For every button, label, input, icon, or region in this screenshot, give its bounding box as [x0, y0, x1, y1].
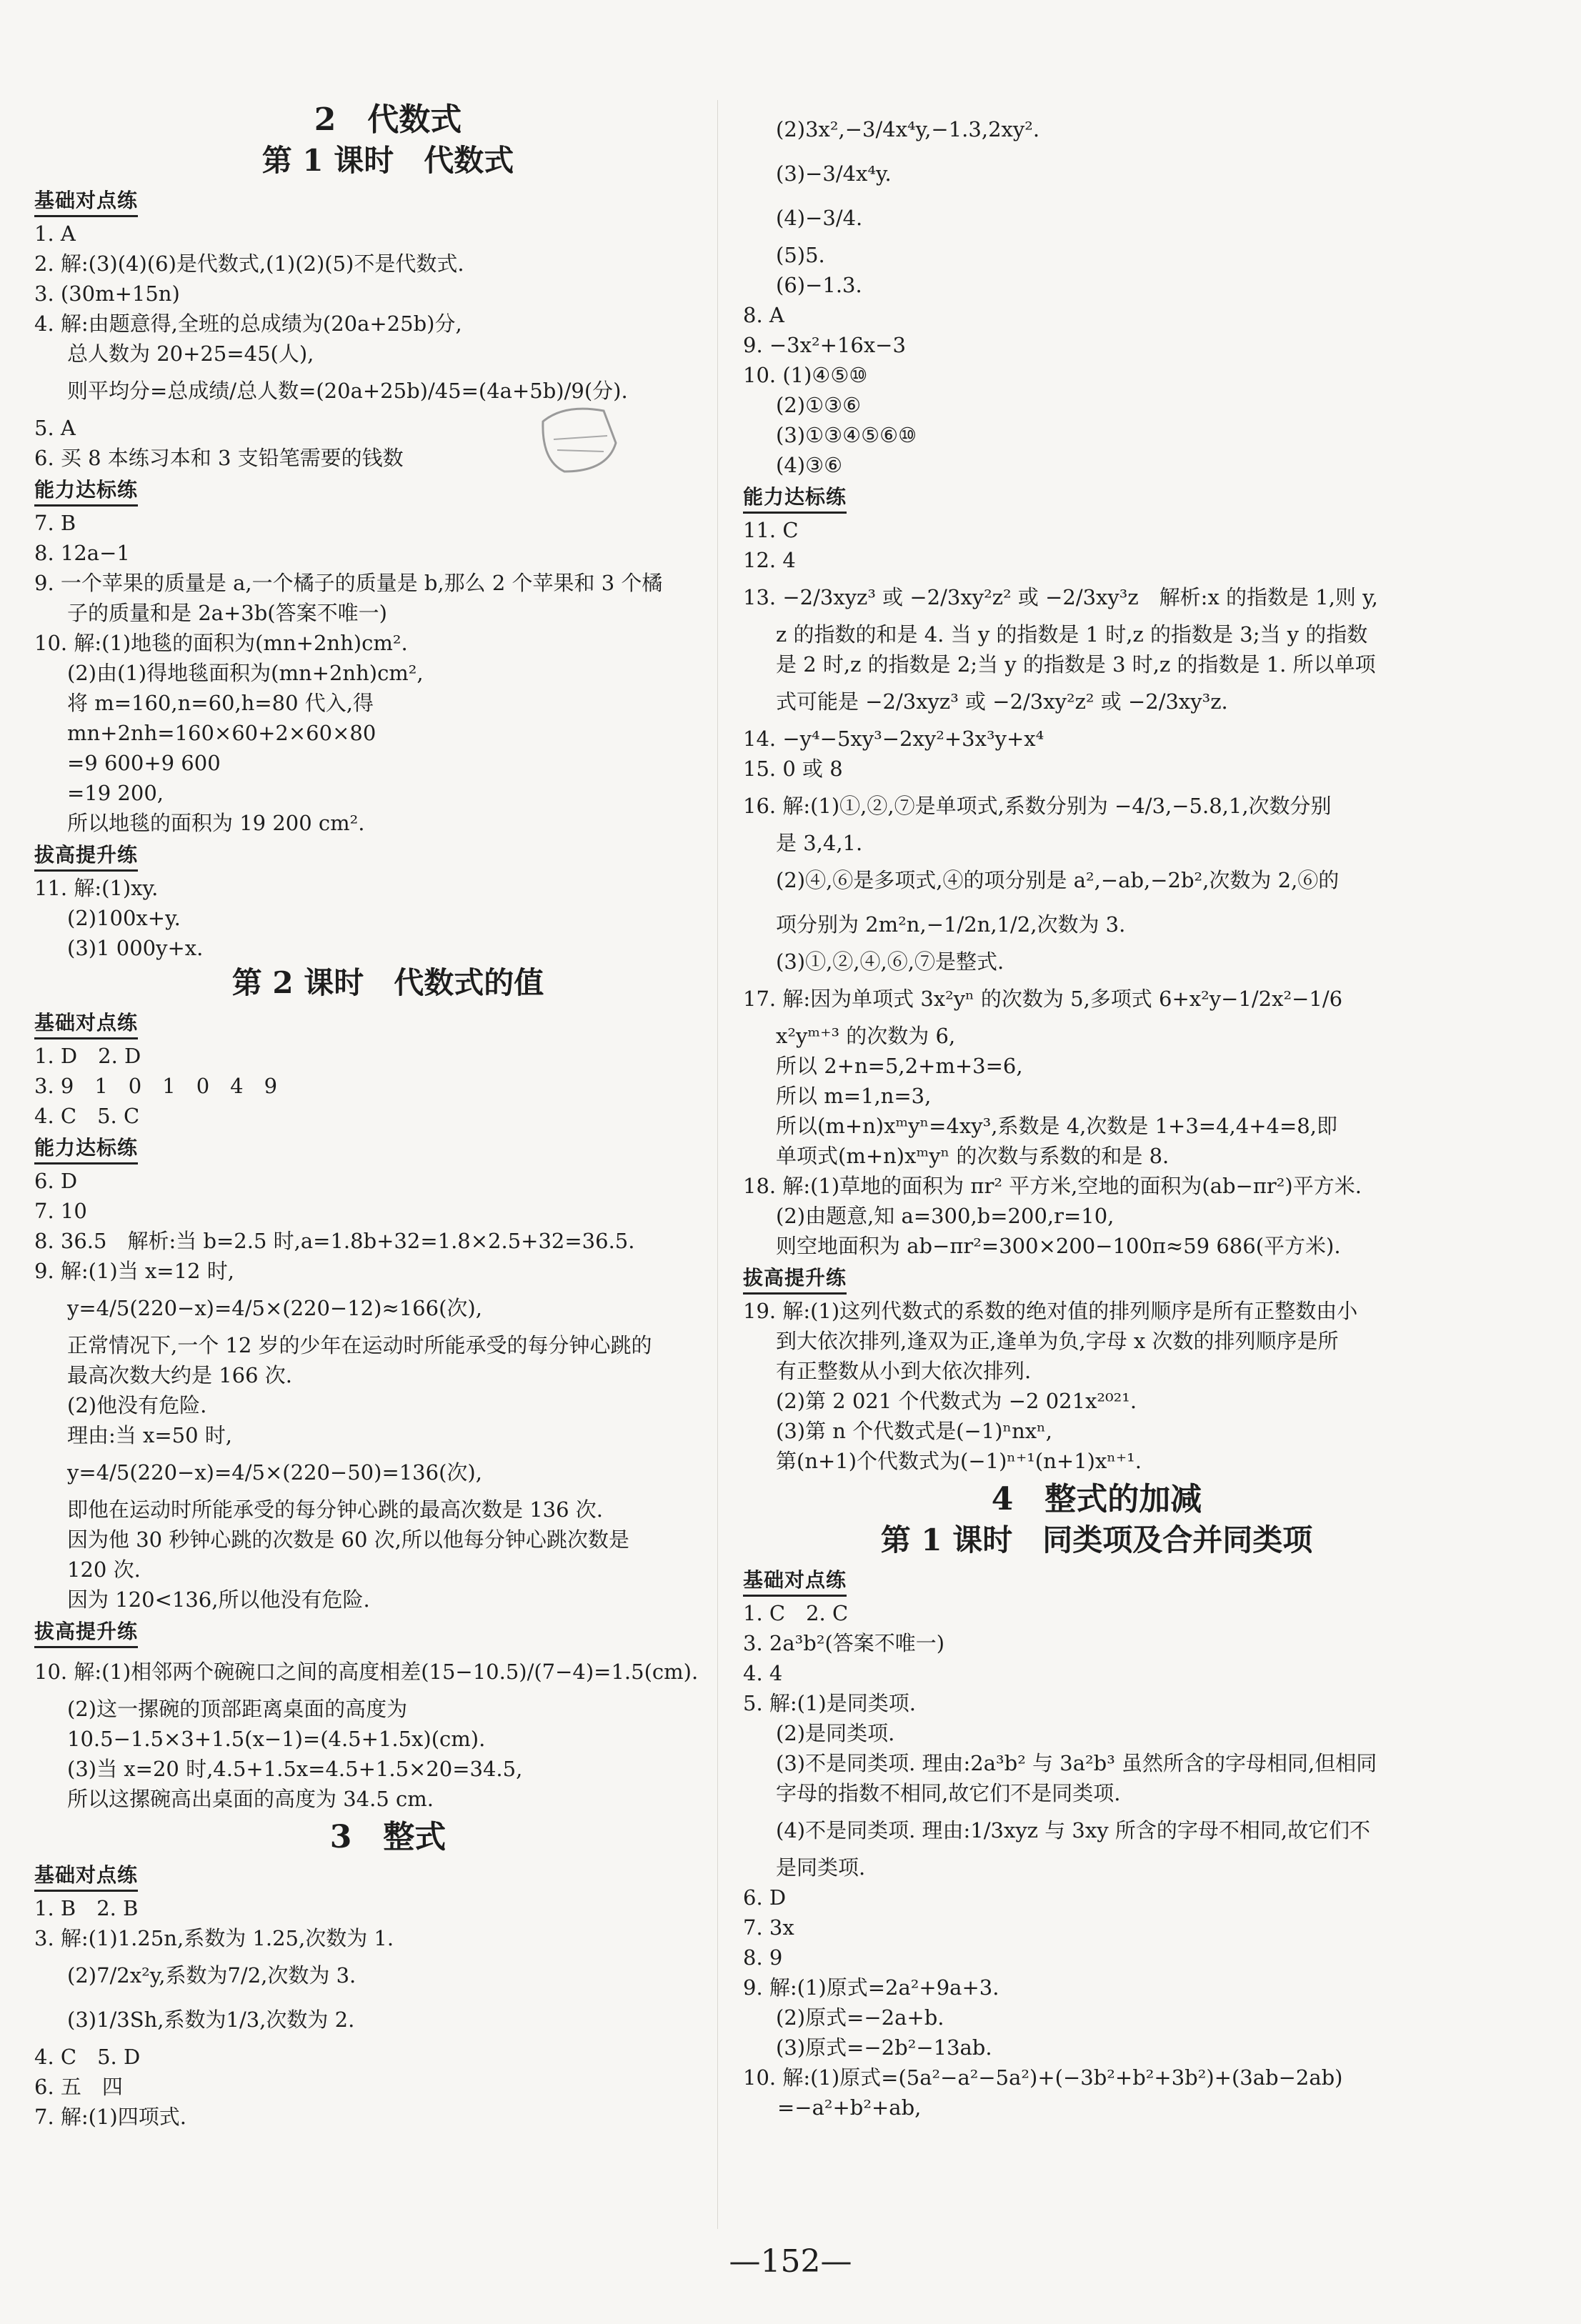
homework-stamp-icon	[536, 400, 622, 479]
answer-continuation-line: (3)当 x=20 时,4.5+1.5x=4.5+1.5×20=34.5,	[67, 1757, 523, 1781]
answer-line: 7. 10	[34, 1199, 87, 1223]
lesson-title: 第 1 课时 同类项及合并同类项	[880, 1522, 1313, 1557]
answer-continuation-line: (2)由(1)得地毯面积为(mn+2nh)cm²,	[67, 661, 424, 685]
exercise-group-heading: 拔高提升练	[34, 1617, 138, 1648]
section-title: 4 整式的加减	[991, 1481, 1202, 1517]
answer-continuation-line: y=4/5(220−x)=4/5×(220−12)≈166(次),	[67, 1296, 482, 1320]
answer-continuation-line: mn+2nh=160×60+2×60×80	[67, 721, 376, 745]
answer-continuation-line: y=4/5(220−x)=4/5×(220−50)=136(次),	[67, 1460, 482, 1485]
answer-line: 11. C	[743, 518, 799, 542]
exercise-group-row	[34, 184, 742, 219]
exercise-group-row	[743, 480, 1450, 515]
answer-continuation-line: (2)100x+y.	[67, 906, 181, 930]
answer-continuation-line: 到大依次排列,逢双为正,逢单为负,字母 x 次数的排列顺序是所	[776, 1329, 1339, 1353]
answer-continuation-line: (4)−3/4.	[776, 206, 863, 230]
answer-line: 8. 12a−1	[34, 541, 130, 565]
answer-continuation-line: 则空地面积为 ab−πr²=300×200−100π≈59 686(平方米).	[776, 1234, 1341, 1258]
answer-continuation-line: 字母的指数不相同,故它们不是同类项.	[776, 1781, 1121, 1805]
answer-line: 4. C 5. C	[34, 1104, 140, 1128]
answer-continuation-line: (2)3x²,−3/4x⁴y,−1.3,2xy².	[776, 117, 1040, 141]
answer-continuation-line: (3)第 n 个代数式是(−1)ⁿnxⁿ,	[776, 1419, 1052, 1443]
answer-continuation-line: 所以这摞碗高出桌面的高度为 34.5 cm.	[67, 1787, 434, 1811]
answer-line: 10. 解:(1)原式=(5a²−a²−5a²)+(−3b²+b²+3b²)+(3ab−2ab)	[743, 2065, 1343, 2090]
answer-line: 14. −y⁴−5xy³−2xy²+3x³y+x⁴	[743, 727, 1044, 751]
answer-continuation-line: (5)5.	[776, 243, 825, 267]
answer-continuation-line: z 的指数的和是 4. 当 y 的指数是 1 时,z 的指数是 3;当 y 的指数	[776, 622, 1368, 647]
answer-continuation-line: 所以 2+n=5,2+m+3=6,	[776, 1054, 1023, 1078]
answer-continuation-line: (3)①③④⑤⑥⑩	[776, 423, 917, 447]
answer-continuation-line: (2)④,⑥是多项式,④的项分别是 a²,−ab,−2b²,次数为 2,⑥的	[776, 868, 1340, 892]
right-column	[743, 107, 1450, 2123]
answer-line: 5. A	[34, 416, 76, 440]
exercise-group-heading: 能力达标练	[743, 483, 847, 514]
answer-continuation-line: =−a²+b²+ab,	[777, 2095, 922, 2120]
answer-line: 11. 解:(1)xy.	[34, 876, 159, 900]
answer-line: 7. 3x	[743, 1915, 794, 1940]
answer-continuation-line: 第(n+1)个代数式为(−1)ⁿ⁺¹(n+1)xⁿ⁺¹.	[776, 1449, 1142, 1473]
exercise-group-heading: 基础对点练	[34, 1009, 138, 1039]
left-column	[34, 96, 742, 2132]
answer-continuation-line: 子的质量和是 2a+3b(答案不唯一)	[67, 601, 387, 625]
answer-line: 8. A	[743, 303, 784, 327]
exercise-group-row	[743, 1261, 1450, 1296]
exercise-group-row	[34, 1006, 742, 1041]
answer-continuation-line: (4)③⑥	[776, 453, 843, 477]
answer-continuation-line: (3)−3/4x⁴y.	[776, 161, 892, 186]
lesson-title: 第 1 课时 代数式	[261, 143, 514, 178]
answer-line: 9. 解:(1)当 x=12 时,	[34, 1259, 234, 1283]
answer-line: 4. 4	[743, 1661, 783, 1685]
exercise-group-row	[743, 1563, 1450, 1598]
answer-line: 6. 买 8 本练习本和 3 支铅笔需要的钱数	[34, 446, 404, 470]
answer-continuation-line: 所以地毯的面积为 19 200 cm².	[67, 811, 365, 835]
answer-line: 3. 2a³b²(答案不唯一)	[743, 1631, 945, 1655]
answer-continuation-line: 正常情况下,一个 12 岁的少年在运动时所能承受的每分钟心跳的	[67, 1333, 652, 1357]
exercise-group-heading: 基础对点练	[743, 1566, 847, 1597]
answer-line: 1. A	[34, 221, 76, 246]
answer-continuation-line: (2)第 2 021 个代数式为 −2 021x²⁰²¹.	[776, 1389, 1137, 1413]
exercise-group-heading: 拔高提升练	[34, 841, 138, 872]
answer-continuation-line: (2)他没有危险.	[67, 1393, 207, 1417]
answer-continuation-line: (4)不是同类项. 理由:1/3xyz 与 3xy 所含的字母不相同,故它们不	[776, 1818, 1371, 1842]
exercise-group-heading: 基础对点练	[34, 186, 138, 217]
exercise-group-row	[34, 473, 742, 508]
exercise-group-heading: 能力达标练	[34, 476, 138, 507]
exercise-group-row	[34, 1615, 742, 1650]
exercise-group-heading: 能力达标练	[34, 1134, 138, 1165]
answer-line: 10. (1)④⑤⑩	[743, 363, 868, 387]
answer-continuation-line: 因为他 30 秒钟心跳的次数是 60 次,所以他每分钟心跳次数是	[67, 1527, 629, 1552]
answer-line: 4. C 5. D	[34, 2045, 141, 2069]
answer-continuation-line: 是 2 时,z 的指数是 2;当 y 的指数是 3 时,z 的指数是 1. 所以单项	[776, 652, 1376, 677]
answer-continuation-line: 10.5−1.5×3+1.5(x−1)=(4.5+1.5x)(cm).	[67, 1727, 486, 1751]
answer-line: 5. 解:(1)是同类项.	[743, 1691, 916, 1715]
answer-continuation-line: (3)不是同类项. 理由:2a³b² 与 3a²b³ 虽然所含的字母相同,但相同	[776, 1751, 1377, 1775]
answer-line: 4. 解:由题意得,全班的总成绩为(20a+25b)分,	[34, 311, 462, 336]
section-title: 2 代数式	[314, 101, 462, 138]
answer-continuation-line: (3)1 000y+x.	[67, 936, 204, 960]
answer-continuation-line: 120 次.	[67, 1557, 141, 1582]
answer-continuation-line: 总人数为 20+25=45(人),	[67, 341, 314, 366]
answer-continuation-line: (2)7/2x²y,系数为7/2,次数为 3.	[67, 1963, 356, 1988]
answer-line: 8. 9	[743, 1945, 783, 1970]
answer-continuation-line: 则平均分=总成绩/总人数=(20a+25b)/45=(4a+5b)/9(分).	[67, 379, 628, 403]
answer-line: 7. 解:(1)四项式.	[34, 2105, 186, 2129]
answer-line: 18. 解:(1)草地的面积为 πr² 平方米,空地的面积为(ab−πr²)平方米.	[743, 1174, 1362, 1198]
answer-line: 3. 解:(1)1.25n,系数为 1.25,次数为 1.	[34, 1926, 394, 1950]
answer-continuation-line: =9 600+9 600	[67, 751, 221, 775]
answer-line: 6. 五 四	[34, 2075, 123, 2099]
answer-line: 16. 解:(1)①,②,⑦是单项式,系数分别为 −4/3,−5.8,1,次数分别	[743, 794, 1332, 818]
answer-continuation-line: 有正整数从小到大依次排列.	[776, 1359, 1032, 1383]
answer-continuation-line: (2)这一摞碗的顶部距离桌面的高度为	[67, 1697, 408, 1721]
answer-line: 17. 解:因为单项式 3x²yⁿ 的次数为 5,多项式 6+x²y−1/2x²−1/6	[743, 987, 1343, 1011]
answer-line: 3. 9 1 0 1 0 4 9	[34, 1074, 278, 1098]
answer-continuation-line: (2)①③⑥	[776, 393, 862, 417]
answer-continuation-line: 理由:当 x=50 时,	[67, 1423, 232, 1447]
answer-line: 2. 解:(3)(4)(6)是代数式,(1)(2)(5)不是代数式.	[34, 251, 464, 276]
exercise-group-row	[34, 1131, 742, 1166]
section-title: 3 整式	[329, 1819, 447, 1855]
answer-continuation-line: =19 200,	[67, 781, 164, 805]
answer-line: 6. D	[34, 1169, 78, 1193]
answer-continuation-line: 是 3,4,1.	[776, 831, 863, 855]
answer-line: 19. 解:(1)这列代数式的系数的绝对值的排列顺序是所有正整数由小	[743, 1299, 1358, 1323]
page-number: —152—	[729, 2243, 852, 2280]
answer-line: 8. 36.5 解析:当 b=2.5 时,a=1.8b+32=1.8×2.5+32=36.5.	[34, 1229, 635, 1253]
answer-continuation-line: 所以 m=1,n=3,	[776, 1084, 932, 1108]
answer-continuation-line: 项分别为 2m²n,−1/2n,1/2,次数为 3.	[776, 912, 1126, 937]
exercise-group-heading: 拔高提升练	[743, 1264, 847, 1295]
answer-continuation-line: 所以(m+n)xᵐyⁿ=4xy³,系数是 4,次数是 1+3=4,4+4=8,即	[776, 1114, 1337, 1138]
answer-line: 12. 4	[743, 548, 796, 572]
answer-continuation-line: 单项式(m+n)xᵐyⁿ 的次数与系数的和是 8.	[776, 1144, 1169, 1168]
answer-line: 9. −3x²+16x−3	[743, 333, 906, 357]
answer-line: 3. (30m+15n)	[34, 281, 180, 306]
answer-continuation-line: (2)由题意,知 a=300,b=200,r=10,	[776, 1204, 1114, 1228]
exercise-group-row	[34, 1858, 742, 1893]
answer-continuation-line: (2)是同类项.	[776, 1721, 895, 1745]
answer-line: 6. D	[743, 1885, 787, 1910]
answer-line: 9. 一个苹果的质量是 a,一个橘子的质量是 b,那么 2 个苹果和 3 个橘	[34, 571, 663, 595]
answer-line: 7. B	[34, 511, 76, 535]
exercise-group-heading: 基础对点练	[34, 1861, 138, 1892]
answer-line: 9. 解:(1)原式=2a²+9a+3.	[743, 1975, 999, 2000]
answer-line: 1. B 2. B	[34, 1896, 139, 1920]
answer-line: 1. C 2. C	[743, 1601, 849, 1625]
answer-continuation-line: x²yᵐ⁺³ 的次数为 6,	[776, 1024, 956, 1048]
answer-continuation-line: (3)1/3Sh,系数为1/3,次数为 2.	[67, 2008, 355, 2032]
answer-line: 1. D 2. D	[34, 1044, 141, 1068]
answer-continuation-line: (3)①,②,④,⑥,⑦是整式.	[776, 949, 1004, 974]
lesson-title: 第 2 课时 代数式的值	[231, 965, 544, 1000]
answer-line: 15. 0 或 8	[743, 757, 843, 781]
answer-continuation-line: 因为 120<136,所以他没有危险.	[67, 1587, 370, 1612]
answer-continuation-line: 是同类项.	[776, 1855, 866, 1880]
answer-continuation-line: (3)原式=−2b²−13ab.	[776, 2035, 992, 2060]
exercise-group-row	[34, 838, 742, 873]
answer-line: 10. 解:(1)地毯的面积为(mn+2nh)cm².	[34, 631, 408, 655]
answer-continuation-line: 式可能是 −2/3xyz³ 或 −2/3xy²z² 或 −2/3xy³z.	[776, 689, 1228, 714]
answer-line: 13. −2/3xyz³ 或 −2/3xy²z² 或 −2/3xy³z 解析:x 的指数是 1,则 y,	[743, 585, 1378, 609]
answer-continuation-line: (2)原式=−2a+b.	[776, 2005, 944, 2030]
answer-line: 10. 解:(1)相邻两个碗碗口之间的高度相差(15−10.5)/(7−4)=1.5(cm).	[34, 1660, 699, 1684]
answer-continuation-line: 最高次数大约是 166 次.	[67, 1363, 293, 1387]
answer-continuation-line: (6)−1.3.	[776, 273, 862, 297]
answer-continuation-line: 将 m=160,n=60,h=80 代入,得	[67, 691, 374, 715]
answer-continuation-line: 即他在运动时所能承受的每分钟心跳的最高次数是 136 次.	[67, 1497, 604, 1522]
